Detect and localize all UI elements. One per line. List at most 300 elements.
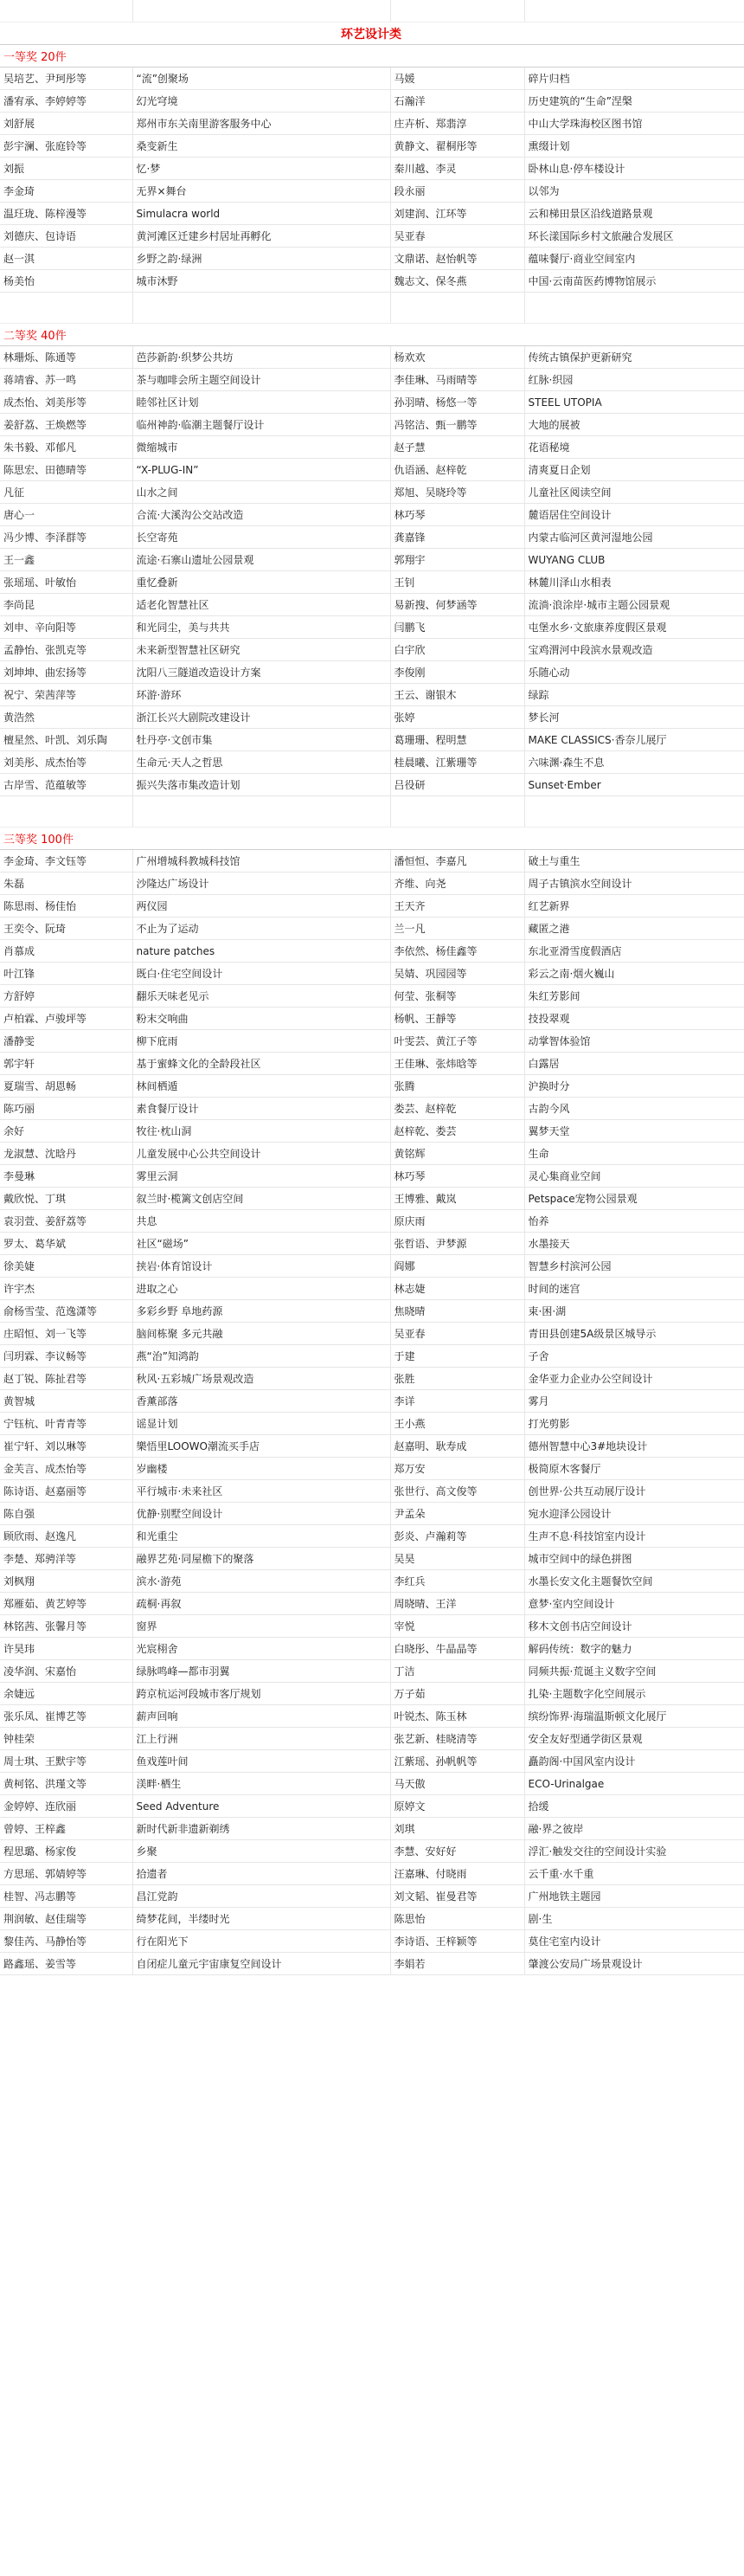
empty-cell: [524, 796, 744, 828]
author-cell: 肖慕成: [0, 940, 132, 963]
empty-cell: [0, 796, 132, 828]
table-row: [0, 774, 744, 796]
work-title-cell: 花语秘境: [524, 436, 744, 459]
table-row: [0, 549, 744, 571]
work-title-cell: 绿踪: [524, 684, 744, 706]
table-row: [0, 1368, 744, 1390]
work-title-cell: 灵心集商业空间: [524, 1165, 744, 1188]
work-title-cell: 清爽夏日企划: [524, 459, 744, 481]
author-cell: 阎娜: [390, 1255, 524, 1278]
author-cell: 杨美怡: [0, 270, 132, 293]
work-title-cell: 剧·生: [524, 1908, 744, 1930]
author-cell: 徐美婕: [0, 1255, 132, 1278]
work-title-cell: 莫住宅室内设计: [524, 1930, 744, 1953]
work-title-cell: 以邻为: [524, 180, 744, 203]
work-title-cell: 古韵今风: [524, 1098, 744, 1120]
work-title-cell: 内蒙古临河区黄河湿地公园: [524, 526, 744, 549]
work-title-cell: 光宸栩舍: [132, 1638, 390, 1660]
author-cell: 陈思雨、杨佳怡: [0, 895, 132, 918]
work-title-cell: 拾遗者: [132, 1863, 390, 1885]
author-cell: 赵一淇: [0, 248, 132, 270]
work-title-cell: 红脉·织园: [524, 369, 744, 391]
work-title-cell: 水墨长安文化主题餐饮空间: [524, 1570, 744, 1593]
work-title-cell: 粉末交响曲: [132, 1008, 390, 1030]
work-title-cell: 儿童发展中心公共空间设计: [132, 1143, 390, 1165]
section-heading-row: [0, 45, 744, 68]
table-row: [0, 504, 744, 526]
author-cell: 马媛: [390, 68, 524, 90]
table-row: [0, 414, 744, 436]
empty-cell: [390, 293, 524, 324]
table-row: [0, 873, 744, 895]
author-cell: 祝宁、荣茜萍等: [0, 684, 132, 706]
author-cell: 秦川越、李灵: [390, 158, 524, 180]
author-cell: 彭宇澜、张庭铃等: [0, 135, 132, 158]
work-title-cell: nature patches: [132, 940, 390, 963]
table-row: [0, 1728, 744, 1750]
author-cell: 叶雯芸、黄江子等: [390, 1030, 524, 1053]
work-title-cell: 广州地铁主题园: [524, 1885, 744, 1908]
table-row: [0, 203, 744, 225]
work-title-cell: 江上行洲: [132, 1728, 390, 1750]
work-title-cell: 梦长河: [524, 706, 744, 729]
work-title-cell: 生命元·天人之哲思: [132, 751, 390, 774]
author-cell: 叶江锋: [0, 963, 132, 985]
author-cell: 郭翔宇: [390, 549, 524, 571]
work-title-cell: 宝鸡渭河中段滨水景观改造: [524, 639, 744, 661]
work-title-cell: 宛水迎泽公园设计: [524, 1503, 744, 1525]
spacer-row: [0, 293, 744, 324]
author-cell: 李曼琳: [0, 1165, 132, 1188]
table-row: [0, 1660, 744, 1683]
empty-cell: [132, 796, 390, 828]
work-title-cell: 牡丹亭·文创市集: [132, 729, 390, 751]
author-cell: 吴亚春: [390, 225, 524, 248]
author-cell: 凡征: [0, 481, 132, 504]
author-cell: 王钊: [390, 571, 524, 594]
author-cell: 庄卉析、郑翡淳: [390, 113, 524, 135]
table-row: [0, 90, 744, 113]
work-title-cell: 青田县创建5A级景区城导示: [524, 1323, 744, 1345]
work-title-cell: 意梦·室内空间设计: [524, 1593, 744, 1615]
work-title-cell: 扎染·主题数字化空间展示: [524, 1683, 744, 1705]
work-title-cell: 素食餐厅设计: [132, 1098, 390, 1120]
work-title-cell: MAKE CLASSICS·香奈儿展厅: [524, 729, 744, 751]
work-title-cell: 浙江长兴大剧院改建设计: [132, 706, 390, 729]
work-title-cell: 适老化智慧社区: [132, 594, 390, 616]
table-row: [0, 1908, 744, 1930]
work-title-cell: 同频共振·荒诞主义数字空间: [524, 1660, 744, 1683]
work-title-cell: 绮梦花间，半缕时光: [132, 1908, 390, 1930]
work-title-cell: 不止为了运动: [132, 918, 390, 940]
author-cell: 杨欢欢: [390, 346, 524, 369]
table-row: [0, 684, 744, 706]
table-row: [0, 1593, 744, 1615]
author-cell: 李娟若: [390, 1953, 524, 1975]
author-cell: 郑旭、吴晓玲等: [390, 481, 524, 504]
work-title-cell: 乐随心动: [524, 661, 744, 684]
author-cell: 娄芸、赵梓乾: [390, 1098, 524, 1120]
author-cell: 李金琦: [0, 180, 132, 203]
author-cell: 刘舒展: [0, 113, 132, 135]
author-cell: 荆润敏、赵佳瑞等: [0, 1908, 132, 1930]
work-title-cell: 生命: [524, 1143, 744, 1165]
work-title-cell: 香薰部落: [132, 1390, 390, 1413]
author-cell: 黄柯铭、洪瑾文等: [0, 1773, 132, 1795]
work-title-cell: 新时代新非遗新剃绣: [132, 1818, 390, 1840]
work-title-cell: 智慧乡村滨河公园: [524, 1255, 744, 1278]
section-heading: 三等奖 100件: [0, 828, 744, 850]
table-row: [0, 1458, 744, 1480]
author-cell: 黄铭辉: [390, 1143, 524, 1165]
author-cell: 张艺新、桂晓清等: [390, 1728, 524, 1750]
author-cell: 赵子慧: [390, 436, 524, 459]
work-title-cell: 儿童社区阅读空间: [524, 481, 744, 504]
author-cell: 俞杨雪莹、范逸潇等: [0, 1300, 132, 1323]
table-row: [0, 1863, 744, 1885]
author-cell: 林巧琴: [390, 504, 524, 526]
work-title-cell: 生声不息·科技馆室内设计: [524, 1525, 744, 1548]
work-title-cell: 城市空间中的绿色拼图: [524, 1548, 744, 1570]
empty-cell: [0, 293, 132, 324]
work-title-cell: 水墨接天: [524, 1233, 744, 1255]
author-cell: 潘恒恒、李嘉凡: [390, 850, 524, 873]
work-title-cell: 社区“磁场”: [132, 1233, 390, 1255]
table-row: [0, 1503, 744, 1525]
author-cell: 李详: [390, 1390, 524, 1413]
author-cell: 黄智城: [0, 1390, 132, 1413]
author-cell: 林巧琴: [390, 1165, 524, 1188]
work-title-cell: 叙兰时·榄篱文创店空间: [132, 1188, 390, 1210]
table-row: [0, 1750, 744, 1773]
table-row: [0, 1233, 744, 1255]
table-row: [0, 346, 744, 369]
table-row: [0, 1570, 744, 1593]
author-cell: 刘琪: [390, 1818, 524, 1840]
table-row: [0, 1030, 744, 1053]
table-row: [0, 1098, 744, 1120]
work-title-cell: 碎片归档: [524, 68, 744, 90]
work-title-cell: 脑间栋聚 多元共融: [132, 1323, 390, 1345]
work-title-cell: 振兴失落市集改造计划: [132, 774, 390, 796]
author-cell: 黄浩然: [0, 706, 132, 729]
work-title-cell: 子舍: [524, 1345, 744, 1368]
author-cell: 刘坤坤、曲宏扬等: [0, 661, 132, 684]
author-cell: 张乐凤、崔博艺等: [0, 1705, 132, 1728]
table-row: [0, 1300, 744, 1323]
author-cell: 李依然、杨佳鑫等: [390, 940, 524, 963]
author-cell: 刘申、辛向阳等: [0, 616, 132, 639]
work-title-cell: 鱼戏莲叶间: [132, 1750, 390, 1773]
work-title-cell: 打光剪影: [524, 1413, 744, 1435]
author-cell: 白晓彤、牛晶晶等: [390, 1638, 524, 1660]
work-title-cell: 环游·游环: [132, 684, 390, 706]
work-title-cell: “流”创聚场: [132, 68, 390, 90]
work-title-cell: 缤纷饰界·海瑞温斯顿文化展厅: [524, 1705, 744, 1728]
work-title-cell: 束·困·湖: [524, 1300, 744, 1323]
table-row: [0, 1840, 744, 1863]
work-title-cell: 中山大学珠海校区图书馆: [524, 113, 744, 135]
author-cell: 刘枫翔: [0, 1570, 132, 1593]
author-cell: 许宇杰: [0, 1278, 132, 1300]
table-row: [0, 918, 744, 940]
author-cell: 成杰怡、刘美彤等: [0, 391, 132, 414]
work-title-cell: 熏缀计划: [524, 135, 744, 158]
work-title-cell: 合流·大溪沟公交站改造: [132, 504, 390, 526]
author-cell: 郭宇轩: [0, 1053, 132, 1075]
work-title-cell: 流淌·浪涂岸·城市主题公园景观: [524, 594, 744, 616]
author-cell: 原婷文: [390, 1795, 524, 1818]
work-title-cell: 怡养: [524, 1210, 744, 1233]
table-row: [0, 571, 744, 594]
work-title-cell: 挟岩·体育馆设计: [132, 1255, 390, 1278]
author-cell: 夏瑞雪、胡恩畅: [0, 1075, 132, 1098]
work-title-cell: 樂悟里LOOWO潮流买手店: [132, 1435, 390, 1458]
work-title-cell: 多彩乡野 阜地药源: [132, 1300, 390, 1323]
author-cell: 汪嘉琳、付晓雨: [390, 1863, 524, 1885]
author-cell: 仇语涵、赵梓乾: [390, 459, 524, 481]
work-title-cell: 解码传统：数字的魅力: [524, 1638, 744, 1660]
author-cell: 吴培艺、尹珂彤等: [0, 68, 132, 90]
work-title-cell: 疏桐·再叙: [132, 1593, 390, 1615]
author-cell: 李楚、郑骋洋等: [0, 1548, 132, 1570]
author-cell: 李诗语、王梓颖等: [390, 1930, 524, 1953]
work-title-cell: ECO-Urinalgae: [524, 1773, 744, 1795]
author-cell: 齐维、向尧: [390, 873, 524, 895]
section-heading: 一等奖 20件: [0, 45, 744, 68]
table-row: [0, 1638, 744, 1660]
work-title-cell: 云和梯田景区沿线道路景观: [524, 203, 744, 225]
work-title-cell: 窗界: [132, 1615, 390, 1638]
work-title-cell: 和光同尘，美与共共: [132, 616, 390, 639]
table-row: [0, 1795, 744, 1818]
work-title-cell: 共息: [132, 1210, 390, 1233]
work-title-cell: 拾缓: [524, 1795, 744, 1818]
author-cell: 钟桂荣: [0, 1728, 132, 1750]
work-title-cell: 破土与重生: [524, 850, 744, 873]
author-cell: 刘美彤、成杰怡等: [0, 751, 132, 774]
author-cell: 顾欣雨、赵逸凡: [0, 1525, 132, 1548]
author-cell: 曾婷、王梓鑫: [0, 1818, 132, 1840]
work-title-cell: 平行城市·未来社区: [132, 1480, 390, 1503]
author-cell: 朱书毅、邓郁凡: [0, 436, 132, 459]
empty-cell: [524, 293, 744, 324]
table-row: [0, 1210, 744, 1233]
author-cell: 罗太、葛华斌: [0, 1233, 132, 1255]
author-cell: 姜舒荔、王焕燃等: [0, 414, 132, 436]
work-title-cell: 乡野之韵·绿洲: [132, 248, 390, 270]
work-title-cell: 雾里云洞: [132, 1165, 390, 1188]
work-title-cell: STEEL UTOPIA: [524, 391, 744, 414]
author-cell: 张哲语、尹梦源: [390, 1233, 524, 1255]
work-title-cell: 德州智慧中心3#地块设计: [524, 1435, 744, 1458]
author-cell: 易新搜、何梦涵等: [390, 594, 524, 616]
work-title-cell: 极简原木客餐厅: [524, 1458, 744, 1480]
author-cell: 陈诗语、赵嘉丽等: [0, 1480, 132, 1503]
author-cell: 郑雁茹、黄艺婷等: [0, 1593, 132, 1615]
work-title-cell: 林间栖遁: [132, 1075, 390, 1098]
work-title-cell: 自闭症儿童元宇宙康复空间设计: [132, 1953, 390, 1975]
author-cell: 王一鑫: [0, 549, 132, 571]
table-row: [0, 1165, 744, 1188]
author-cell: 魏志文、保冬燕: [390, 270, 524, 293]
author-cell: 吴亚春: [390, 1323, 524, 1345]
author-cell: 唐心一: [0, 504, 132, 526]
work-title-cell: Sunset·Ember: [524, 774, 744, 796]
work-title-cell: 谣显计划: [132, 1413, 390, 1435]
table-row: [0, 594, 744, 616]
work-title-cell: 肇渡公安局广场景观设计: [524, 1953, 744, 1975]
author-cell: 葛珊珊、程明慧: [390, 729, 524, 751]
author-cell: 江紫瑶、孙帆帆等: [390, 1750, 524, 1773]
author-cell: 古岸雪、范蕴敏等: [0, 774, 132, 796]
author-cell: 王天齐: [390, 895, 524, 918]
author-cell: 许昊玮: [0, 1638, 132, 1660]
work-title-cell: 大地的展被: [524, 414, 744, 436]
author-cell: 白宇欣: [390, 639, 524, 661]
work-title-cell: 桑变新生: [132, 135, 390, 158]
author-cell: 宰悦: [390, 1615, 524, 1638]
author-cell: 赵嘉明、耿寿成: [390, 1435, 524, 1458]
author-cell: 陈思宏、田德晴等: [0, 459, 132, 481]
author-cell: 路鑫瑶、姜雪等: [0, 1953, 132, 1975]
table-row: [0, 436, 744, 459]
author-cell: 陈思怡: [390, 1908, 524, 1930]
work-title-cell: 白露居: [524, 1053, 744, 1075]
table-row: [0, 1525, 744, 1548]
work-title-cell: “X-PLUG-IN”: [132, 459, 390, 481]
author-cell: 黄静文、翟桐彤等: [390, 135, 524, 158]
table-row: [0, 526, 744, 549]
table-row: [0, 639, 744, 661]
work-title-cell: 浮汇·触发交往的空间设计实验: [524, 1840, 744, 1863]
table-row: [0, 661, 744, 684]
work-title-cell: 周子古镇滨水空间设计: [524, 873, 744, 895]
author-cell: 李慧、安好好: [390, 1840, 524, 1863]
author-cell: 兰一凡: [390, 918, 524, 940]
work-title-cell: 渼畔·栖生: [132, 1773, 390, 1795]
work-title-cell: 东北亚滑雪度假酒店: [524, 940, 744, 963]
author-cell: 刘德庆、包诗语: [0, 225, 132, 248]
author-cell: 张胜: [390, 1368, 524, 1390]
table-row: [0, 180, 744, 203]
table-row: [0, 1008, 744, 1030]
author-cell: 孟静怡、张凯克等: [0, 639, 132, 661]
work-title-cell: 燕“治”知鸿韵: [132, 1345, 390, 1368]
author-cell: 刘建润、江环等: [390, 203, 524, 225]
table-row: [0, 481, 744, 504]
author-cell: 林志婕: [390, 1278, 524, 1300]
work-title-cell: 红艺新界: [524, 895, 744, 918]
author-cell: 余婕远: [0, 1683, 132, 1705]
work-title-cell: 微缩城市: [132, 436, 390, 459]
author-cell: 桂智、冯志鹏等: [0, 1885, 132, 1908]
table-row: [0, 1143, 744, 1165]
author-cell: 袁羽萱、姜舒荔等: [0, 1210, 132, 1233]
work-title-cell: 黄河滩区迁建乡村居址再孵化: [132, 225, 390, 248]
author-cell: 卢柏霖、卢骏坪等: [0, 1008, 132, 1030]
table-row: [0, 751, 744, 774]
table-row: [0, 850, 744, 873]
work-title-cell: 藏匿之港: [524, 918, 744, 940]
author-cell: 叶锐杰、陈玉林: [390, 1705, 524, 1728]
work-title-cell: Simulacra world: [132, 203, 390, 225]
work-title-cell: 卧林山息·停车楼设计: [524, 158, 744, 180]
work-title-cell: 临州神韵·临潮主题餐厅设计: [132, 414, 390, 436]
author-cell: 李佳琳、马雨晴等: [390, 369, 524, 391]
work-title-cell: 芭莎新韵·织梦公共坊: [132, 346, 390, 369]
author-cell: 万子茹: [390, 1683, 524, 1705]
table-row: [0, 225, 744, 248]
work-title-cell: 岁幽楼: [132, 1458, 390, 1480]
work-title-cell: 移木文创书店空间设计: [524, 1615, 744, 1638]
author-cell: 尹孟朵: [390, 1503, 524, 1525]
work-title-cell: Petspace宠物公园景观: [524, 1188, 744, 1210]
work-title-cell: WUYANG CLUB: [524, 549, 744, 571]
author-cell: 吴婧、巩园园等: [390, 963, 524, 985]
work-title-cell: 睦邻社区计划: [132, 391, 390, 414]
work-title-cell: 柳下庇雨: [132, 1030, 390, 1053]
table-row: [0, 158, 744, 180]
table-row: [0, 1705, 744, 1728]
table-row: [0, 1930, 744, 1953]
table-row: [0, 1188, 744, 1210]
work-title-cell: 蕴味餐厅·商业空间室内: [524, 248, 744, 270]
work-title-cell: 昌江党韵: [132, 1885, 390, 1908]
table-row: [0, 1278, 744, 1300]
author-cell: 潘静雯: [0, 1030, 132, 1053]
author-cell: 陈巧丽: [0, 1098, 132, 1120]
author-cell: 文鼎诺、赵怡帆等: [390, 248, 524, 270]
author-cell: 朱磊: [0, 873, 132, 895]
work-title-cell: 环长漾国际乡村文旅融合发展区: [524, 225, 744, 248]
author-cell: 丁洁: [390, 1660, 524, 1683]
author-cell: 桂晨曦、江紫珊等: [390, 751, 524, 774]
author-cell: 陈自强: [0, 1503, 132, 1525]
author-cell: 王奕令、阮琦: [0, 918, 132, 940]
work-title-cell: 滨水·游苑: [132, 1570, 390, 1593]
table-row: [0, 616, 744, 639]
work-title-cell: 秋风·五彩城广场景观改造: [132, 1368, 390, 1390]
table-row: [0, 1120, 744, 1143]
table-row: [0, 391, 744, 414]
author-cell: 马天傲: [390, 1773, 524, 1795]
author-cell: 杨帆、王靜等: [390, 1008, 524, 1030]
author-cell: 赵梓乾、娄芸: [390, 1120, 524, 1143]
author-cell: 王云、谢银木: [390, 684, 524, 706]
author-cell: 李尚昆: [0, 594, 132, 616]
table-row: [0, 940, 744, 963]
table-row: [0, 706, 744, 729]
title-row: [0, 23, 744, 45]
author-cell: 金芙言、成杰怡等: [0, 1458, 132, 1480]
table-row: [0, 1953, 744, 1975]
author-cell: 石瀚洋: [390, 90, 524, 113]
table-row: [0, 895, 744, 918]
author-cell: 王佳琳、张炜晗等: [390, 1053, 524, 1075]
table-row: [0, 1818, 744, 1840]
work-title-cell: 薪声回响: [132, 1705, 390, 1728]
work-title-cell: 广州增城科教城科技馆: [132, 850, 390, 873]
table-row: [0, 369, 744, 391]
table-row: [0, 1413, 744, 1435]
work-title-cell: 沈阳八三隧道改造设计方案: [132, 661, 390, 684]
author-cell: 焦晓晴: [390, 1300, 524, 1323]
author-cell: 吕役研: [390, 774, 524, 796]
author-cell: 程思璐、杨家俊: [0, 1840, 132, 1863]
work-title-cell: 动掌智体验馆: [524, 1030, 744, 1053]
work-title-cell: 林麓川泽山水相表: [524, 571, 744, 594]
